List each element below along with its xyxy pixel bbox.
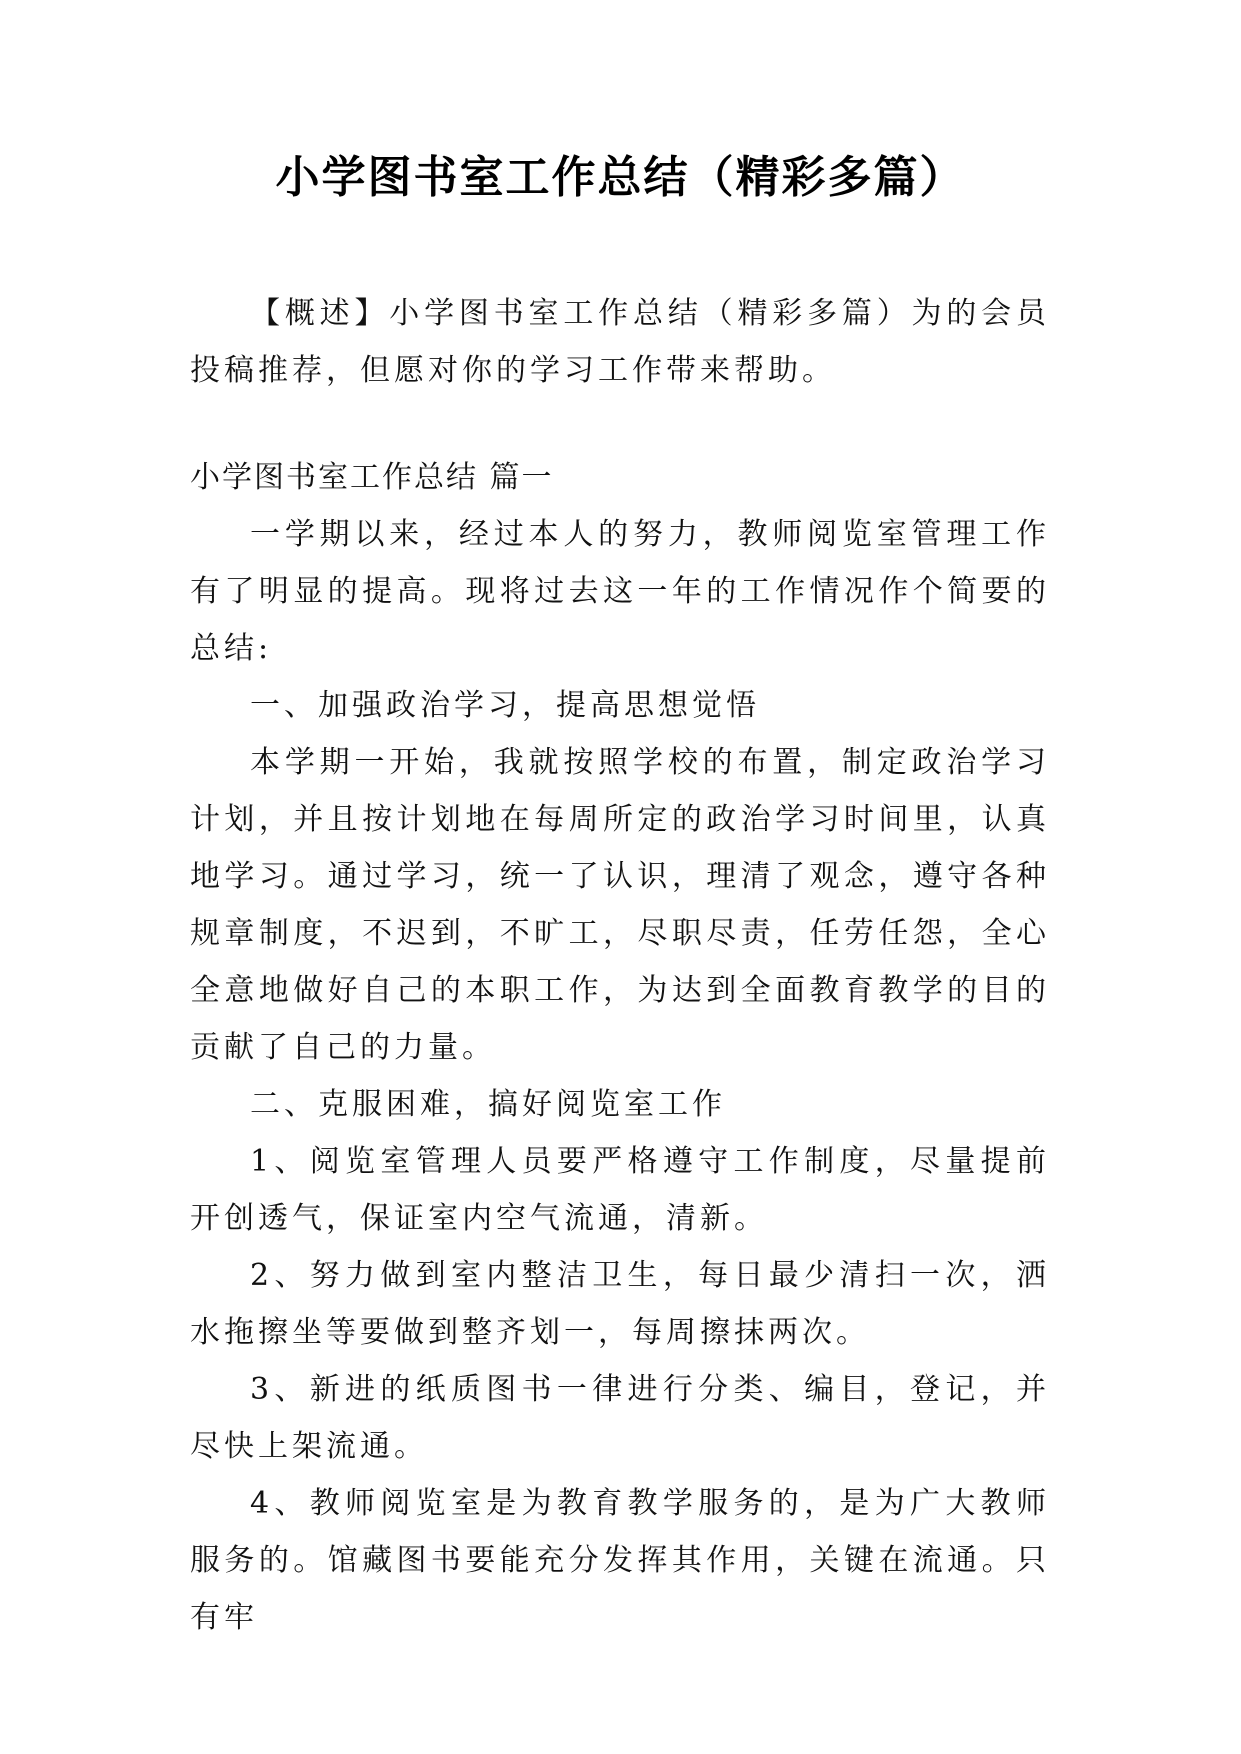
heading-political-study: 一、加强政治学习，提高思想觉悟: [250, 688, 760, 723]
document-body: [190, 285, 1050, 1646]
list-item-4: 4、教师阅览室是为教育教学服务的，是为广大教师服务的。馆藏图书要能充分发挥其作用，关键在流通。只有牢: [190, 1486, 1050, 1635]
section-heading: 小学图书室工作总结 篇一: [190, 460, 554, 495]
list-item-1: 1、阅览室管理人员要严格遵守工作制度，尽量提前开创透气，保证室内空气流通，清新。: [190, 1144, 1050, 1236]
summary-paragraph: 【概述】小学图书室工作总结（精彩多篇）为的会员投稿推荐，但愿对你的学习工作带来帮助。: [190, 296, 1050, 388]
heading-reading-room-work: 二、克服困难，搞好阅览室工作: [250, 1087, 726, 1122]
list-item-3: 3、新进的纸质图书一律进行分类、编目，登记，并尽快上架流通。: [190, 1372, 1050, 1464]
list-item-2: 2、努力做到室内整洁卫生，每日最少清扫一次，洒水拖擦坐等要做到整齐划一，每周擦抹两次。: [190, 1258, 1050, 1350]
page-title: 小学图书室工作总结（精彩多篇）: [275, 152, 966, 203]
paragraph-political-study: 本学期一开始，我就按照学校的布置，制定政治学习计划，并且按计划地在每周所定的政治学习时间里，认真地学习。通过学习，统一了认识，理清了观念，遵守各种规章制度，不迟到，不旷工，尽职尽责，任劳任怨，全心全意地做好自己的本职工作，为达到全面教育教学的目的贡献了自己的力量。: [190, 745, 1050, 1065]
paragraph-intro: 一学期以来，经过本人的努力，教师阅览室管理工作有了明显的提高。现将过去这一年的工作情况作个简要的总结:: [190, 517, 1050, 666]
